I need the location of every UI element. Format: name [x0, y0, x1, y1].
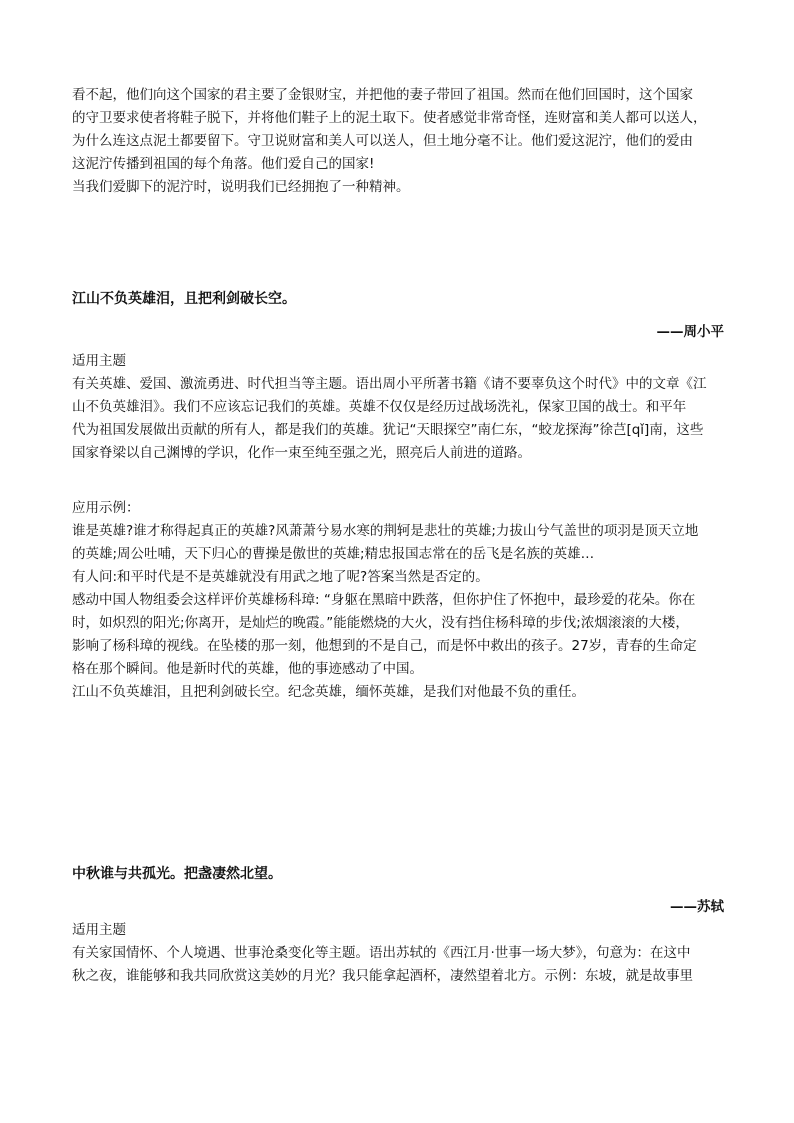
theme-line: 有关家国情怀、个人境遇、世事沧桑变化等主题。语出苏轼的《西江月·世事一场大梦》，句意为：在这中 [72, 945, 691, 961]
example-label: 应用示例： [72, 500, 140, 516]
example-line: 时，如炽烈的阳光;你离开，是灿烂的晚霞。”能能燃烧的大火，没有挡住杨科璋的步伐;浓烟滚滚的大楼， [72, 615, 689, 631]
theme-line: 山不负英雄泪》。我们不应该忘记我们的英雄。英雄不仅仅是经历过战场洗礼，保家卫国的战士。和平年 [72, 399, 687, 415]
section-author: ——苏轼 [670, 899, 724, 915]
theme-label: 适用主题 [72, 353, 126, 369]
example-line: 格在那个瞬间。他是新时代的英雄，他的事迹感动了中国。 [72, 661, 423, 677]
example-line: 有人问:和平时代是不是英雄就没有用武之地了呢?答案当然是否定的。 [72, 569, 489, 585]
theme-label: 适用主题 [72, 922, 126, 938]
example-line: 的英雄;周公吐哺，天下归心的曹操是傲世的英雄;精忠报国志常在的岳飞是名族的英雄… [72, 546, 595, 562]
theme-line: 国家脊梁以自己渊博的学识，化作一束至纯至强之光，照亮后人前进的道路。 [72, 445, 531, 461]
theme-line: 秋之夜，谁能够和我共同欣赏这美妙的月光？我只能拿起酒杯，凄然望着北方。示例：东坡，就是故事里 [72, 968, 693, 984]
theme-line: 代为祖国发展做出贡献的所有人，都是我们的英雄。犹记“天眼探空”南仁东，“蛟龙探海”徐芑[qǐ]南，这些 [72, 422, 704, 438]
section-mid-autumn [72, 863, 724, 988]
intro-conclusion: 当我们爱脚下的泥泞时，说明我们已经拥抱了一种精神。 [72, 179, 410, 195]
section-heroes [72, 288, 724, 704]
example-line: 影响了杨科璋的视线。在坠楼的那一刻，他想到的不是自己，而是怀中救出的孩子。27岁，青春的生命定 [72, 638, 697, 654]
example-line: 谁是英雄?谁才称得起真正的英雄?风萧萧兮易水寒的荆轲是悲壮的英雄;力拔山兮气盖世的项羽是顶天立地 [72, 523, 699, 539]
intro-line: 为什么连这点泥土都要留下。守卫说财富和美人可以送人，但土地分毫不让。他们爱这泥泞，他们的爱由 [72, 133, 693, 149]
example-line: 感动中国人物组委会这样评价英雄杨科璋: “身躯在黑暗中跌落，但你护住了怀抱中，最珍爱的花朵。你在 [72, 592, 696, 608]
section-author: ——周小平 [656, 324, 724, 340]
intro-line: 看不起，他们向这个国家的君主要了金银财宝，并把他的妻子带回了祖国。然而在他们回国时，这个国家 [72, 87, 693, 103]
example-line: 江山不负英雄泪，且把利剑破长空。纪念英雄，缅怀英雄，是我们对他最不负的重任。 [72, 684, 585, 700]
intro-line: 这泥泞传播到祖国的每个角落。他们爱自己的国家! [72, 156, 375, 172]
section-quote: 中秋谁与共孤光。把盏凄然北望。 [72, 866, 282, 882]
section-quote: 江山不负英雄泪，且把利剑破长空。 [72, 291, 296, 307]
theme-line: 有关英雄、爱国、激流勇进、时代担当等主题。语出周小平所著书籍《请不要辜负这个时代》中的文章《江 [72, 376, 707, 392]
intro-line: 的守卫要求使者将鞋子脱下，并将他们鞋子上的泥土取下。使者感觉非常奇怪，连财富和美人都可以送人， [72, 110, 707, 126]
intro-paragraph [72, 84, 724, 199]
